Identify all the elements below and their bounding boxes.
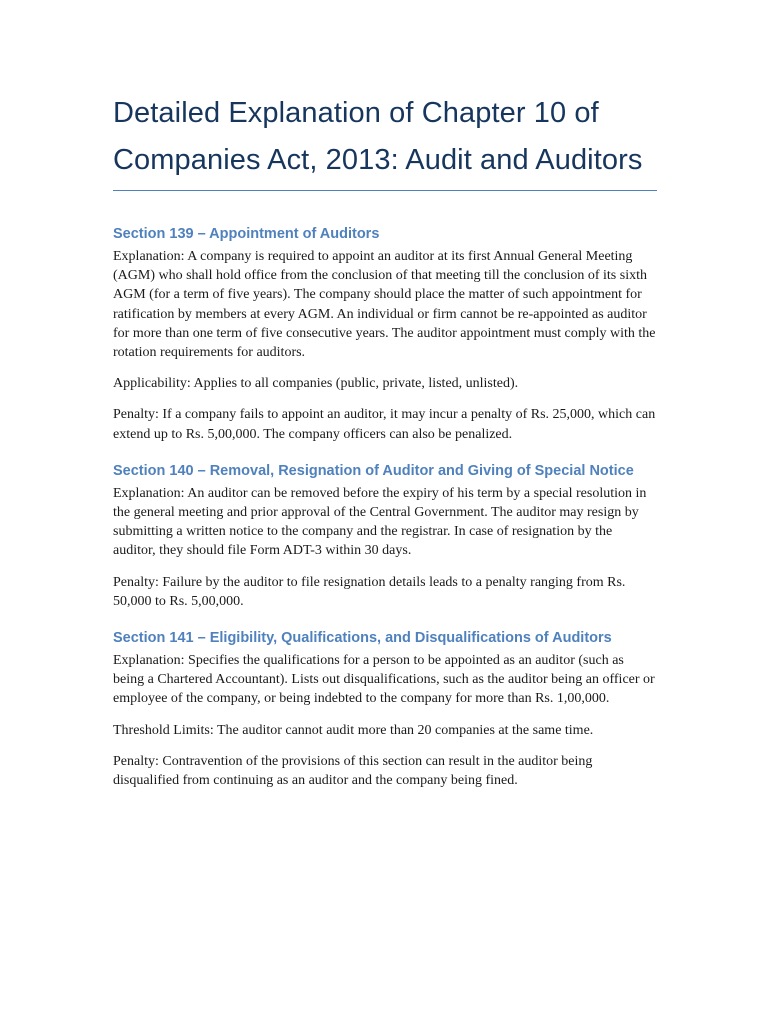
section-heading: Section 139 – Appointment of Auditors — [113, 226, 380, 242]
section-penalty: Penalty: Failure by the auditor to file resignation details leads to a penalty ranging from Rs. 50,000 to Rs. 5,00,000. — [113, 574, 626, 609]
section-heading: Section 141 – Eligibility, Qualifications, and Disqualifications of Auditors — [113, 630, 612, 647]
section-explanation: Explanation: An auditor can be removed before the expiry of his term by a special resolution in the general meeting and prior approval of the Central Government. The auditor may resign by submitting a written notice to the company and the registrar. In case of resignation by the auditor, they should file Form ADT-3 within 30 days. — [113, 485, 647, 559]
section-141 — [113, 625, 658, 790]
section-penalty: Penalty: If a company fails to appoint an auditor, it may incur a penalty of Rs. 25,000, which can extend up to Rs. 5,00,000. The company officers can also be penalized. — [113, 407, 656, 442]
section-explanation: Explanation: A company is required to appoint an auditor at its first Annual General Meeting (AGM) who shall hold office from the conclusion of that meeting till the conclusion of its sixth AGM (for a term of five years). The company should place the matter of such appointment for ratification by members at every AGM. An individual or firm cannot be re-appointed as auditor for more than one term of five consecutive years. The auditor appointment must comply with the rotation requirements for auditors. — [113, 249, 656, 361]
section-140 — [113, 458, 658, 611]
section-applicability: Applicability: Applies to all companies (public, private, listed, unlisted). — [113, 376, 519, 392]
section-139 — [113, 221, 658, 444]
title-divider — [113, 190, 657, 191]
section-explanation: Explanation: Specifies the qualifications for a person to be appointed as an auditor (such as being a Chartered Accountant). Lists out disqualifications, such as the auditor being an officer or employee of the company, or being indebted to the company for more than Rs. 1,00,000. — [113, 653, 655, 707]
document-page — [113, 90, 658, 802]
section-penalty: Penalty: Contravention of the provisions of this section can result in the auditor being disqualified from continuing as an auditor and the company being fined. — [113, 753, 593, 789]
section-threshold-limits: Threshold Limits: The auditor cannot audit more than 20 companies at the same time. — [113, 722, 594, 738]
document-title: Detailed Explanation of Chapter 10 of Companies Act, 2013: Audit and Auditors — [113, 97, 643, 176]
section-heading: Section 140 – Removal, Resignation of Auditor and Giving of Special Notice — [113, 462, 634, 479]
